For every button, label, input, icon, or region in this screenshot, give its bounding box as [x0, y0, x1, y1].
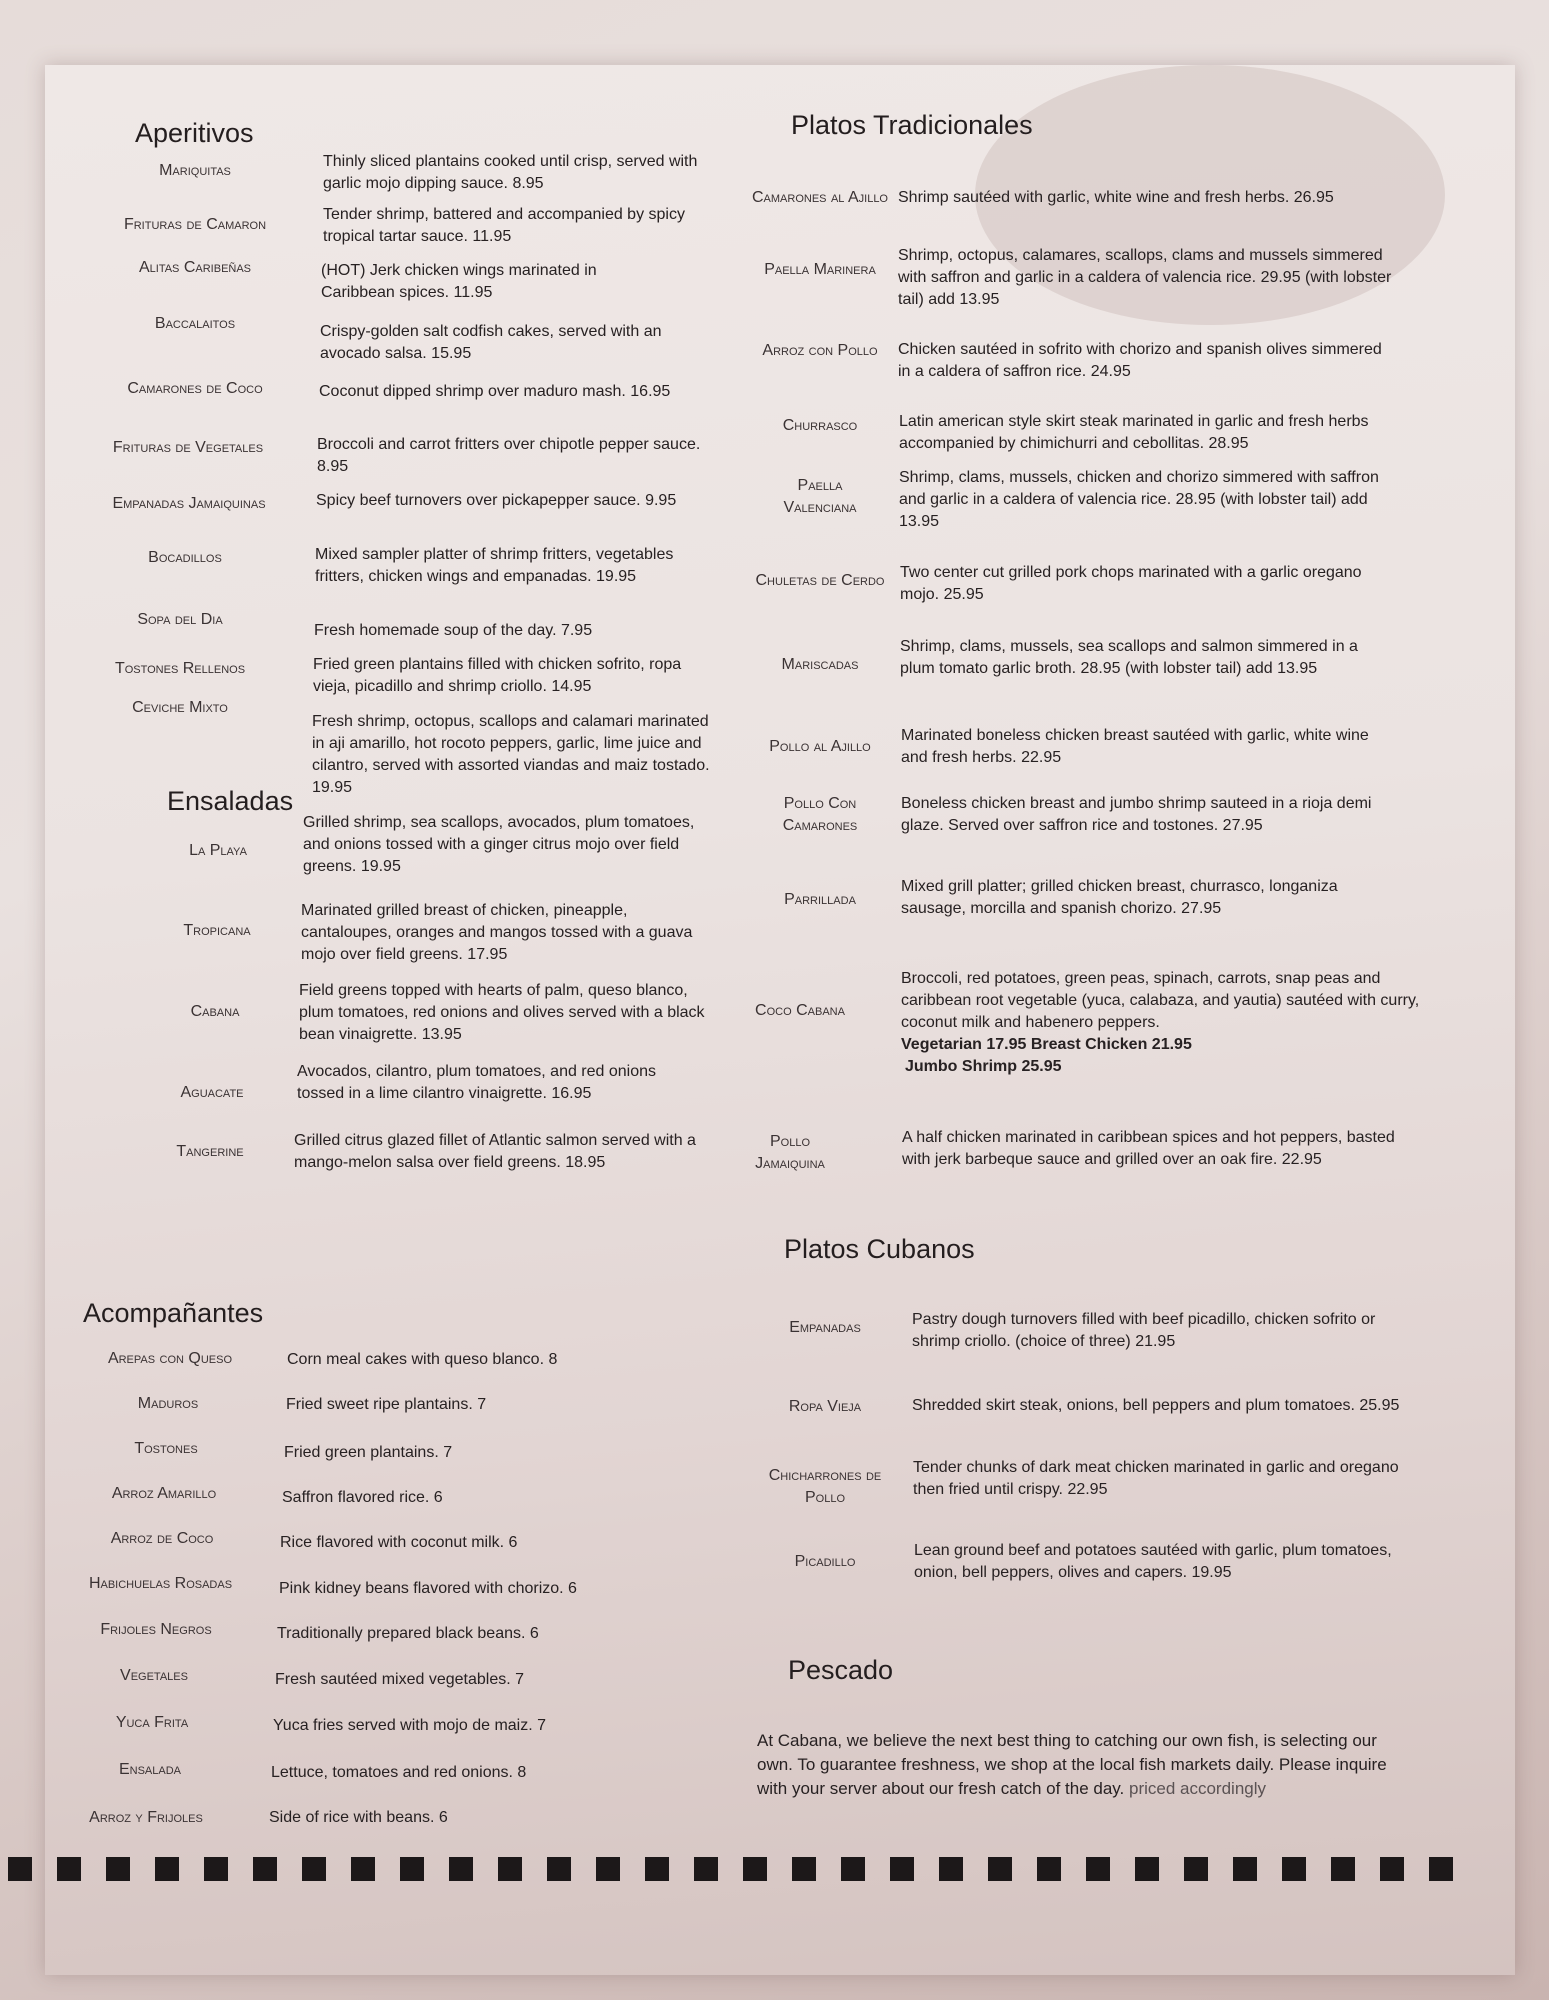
menu-item-name: Tangerine [176, 1143, 244, 1160]
ensaladas-heading: Ensaladas [167, 786, 294, 816]
menu-item-desc [901, 968, 1421, 1078]
menu-item-desc: Crispy-golden salt codfish cakes, served with an avocado salsa. 15.95 [320, 323, 662, 362]
menu-item-desc: Lean ground beef and potatoes sautéed with garlic, plum tomatoes, onion, bell peppers, olives and capers. 19.95 [914, 1542, 1392, 1581]
menu-item-name: Yuca Frita [115, 1714, 189, 1731]
menu-item-name: Picadillo [794, 1553, 856, 1570]
pescado-heading: Pescado [788, 1655, 894, 1685]
aperitivos-heading: Aperitivos [135, 118, 254, 148]
menu-item-desc: Grilled shrimp, sea scallops, avocados, plum tomatoes, and onions tossed with a ginger citrus mojo over field greens. 19.95 [303, 814, 695, 875]
menu-item-name: Paella Valenciana [783, 477, 857, 516]
menu-item-desc: Marinated boneless chicken breast sautéed with garlic, white wine and fresh herbs. 22.95 [901, 727, 1369, 766]
menu-item-name: Camarones al Ajillo [752, 189, 888, 206]
menu-item-desc: Fresh homemade soup of the day. 7.95 [314, 622, 593, 639]
menu-item-desc: Coconut dipped shrimp over maduro mash. 16.95 [319, 383, 671, 400]
menu-item-name: Arroz y Frijoles [89, 1809, 203, 1826]
menu-item-desc: Avocados, cilantro, plum tomatoes, and red onions tossed in a lime cilantro vinaigrette. 16.95 [297, 1063, 657, 1102]
menu-item-name: Habichuelas Rosadas [88, 1575, 233, 1592]
menu-item-name: Empanadas Jamaiquinas [112, 495, 266, 512]
menu-item-desc: Saffron flavored rice. 6 [282, 1489, 443, 1506]
menu-item-desc: Corn meal cakes with queso blanco. 8 [287, 1351, 558, 1368]
menu-item-desc: Spicy beef turnovers over pickapepper sauce. 9.95 [316, 492, 677, 509]
menu-item-name: Tostones Rellenos [114, 660, 246, 677]
menu-item-name: Mariscadas [781, 656, 859, 673]
menu-item-desc: Mixed grill platter; grilled chicken breast, churrasco, longaniza sausage, morcilla and spanish chorizo. 27.95 [901, 878, 1338, 917]
menu-item-desc: (HOT) Jerk chicken wings marinated in Caribbean spices. 11.95 [321, 262, 597, 301]
menu-item-name: Ceviche Mixto [132, 699, 228, 716]
menu-item-desc: Field greens topped with hearts of palm, queso blanco, plum tomatoes, red onions and olives served with a black bean vinaigrette. 13.95 [299, 982, 705, 1043]
menu-item-name: Pollo Jamaiquina [755, 1133, 825, 1172]
cubanos-heading: Platos Cubanos [784, 1234, 975, 1264]
menu-item-desc: Shrimp, octopus, calamares, scallops, clams and mussels simmered with saffron and garlic in a caldera of valencia rice. 29.95 (with lobster tail) add 13.95 [898, 247, 1392, 308]
menu-item-name: Baccalaitos [154, 315, 236, 332]
coco-cabana-shrimp-price: Jumbo Shrimp 25.95 [905, 1058, 1062, 1075]
menu-item-desc: Grilled citrus glazed fillet of Atlantic salmon served with a mango-melon salsa over field greens. 18.95 [294, 1132, 696, 1171]
menu-item-name: Parrillada [784, 891, 856, 908]
menu-item-desc: Yuca fries served with mojo de maiz. 7 [273, 1717, 547, 1734]
menu-item-name: Vegetales [120, 1667, 188, 1684]
menu-item-name: Cabana [190, 1003, 240, 1020]
menu-item-desc: Thinly sliced plantains cooked until crisp, served with garlic mojo dipping sauce. 8.95 [323, 153, 698, 192]
menu-item-desc: Latin american style skirt steak marinated in garlic and fresh herbs accompanied by chimichurri and cebollitas. 28.95 [899, 413, 1369, 452]
menu-item-name: Ensalada [118, 1761, 182, 1778]
menu-item-desc: A half chicken marinated in caribbean spices and hot peppers, basted with jerk barbeque sauce and grilled over an oak fire. 22.95 [902, 1129, 1395, 1168]
menu-item-name: Aguacate [180, 1084, 244, 1101]
menu-item-desc: Two center cut grilled pork chops marinated with a garlic oregano mojo. 25.95 [900, 564, 1362, 603]
menu-item-name: Tropicana [183, 922, 251, 939]
menu-item-desc: Lettuce, tomatoes and red onions. 8 [271, 1764, 527, 1781]
pescado-text [757, 1729, 1407, 1801]
menu-item-name: Arroz Amarillo [111, 1485, 217, 1502]
pescado-note: priced accordingly [1129, 1779, 1267, 1798]
menu-item-name: Arroz con Pollo [762, 342, 878, 359]
pescado-body: At Cabana, we believe the next best thing to catching our own fish, is selecting our own. To guarantee freshness, we shop at the local fish markets daily. Please inquire with your server about our fresh catch of the day. [757, 1731, 1387, 1798]
menu-item-desc: Pastry dough turnovers filled with beef picadillo, chicken sofrito or shrimp criollo. (choice of three) 21.95 [912, 1311, 1376, 1350]
menu-item-name: Frituras de Camaron [123, 216, 267, 233]
menu-item-name: Chicharrones de Pollo [768, 1467, 882, 1506]
menu-item-name: Frijoles Negros [100, 1621, 212, 1638]
menu-item-desc: Side of rice with beans. 6 [269, 1809, 448, 1826]
menu-item-desc: Shrimp, clams, mussels, sea scallops and salmon simmered in a plum tomato garlic broth. 28.95 (with lobster tail) add 13.95 [900, 638, 1358, 677]
menu-item-name: Paella Marinera [764, 261, 876, 278]
menu-item-desc: Fresh shrimp, octopus, scallops and calamari marinated in aji amarillo, hot rocoto peppers, garlic, lime juice and cilantro, served with assorted viandas and maiz tostado. 19.95 [312, 713, 710, 796]
menu-item-name: Maduros [137, 1395, 199, 1412]
menu-item-desc: Mixed sampler platter of shrimp fritters, vegetables fritters, chicken wings and empanadas. 19.95 [315, 546, 674, 585]
menu-item-desc: Boneless chicken breast and jumbo shrimp sauteed in a rioja demi glaze. Served over saffron rice and tostones. 27.95 [901, 795, 1372, 834]
menu-item-name: Bocadillos [148, 549, 222, 566]
menu-item-name: Sopa del Dia [137, 611, 223, 628]
menu-item-desc: Fried sweet ripe plantains. 7 [286, 1396, 487, 1413]
menu-item-desc: Pink kidney beans flavored with chorizo. 6 [279, 1580, 577, 1597]
menu-item-name: Pollo Con Camarones [782, 795, 858, 834]
tradicionales-heading: Platos Tradicionales [791, 110, 1033, 140]
menu-item-name: Empanadas [789, 1319, 861, 1336]
menu-item-desc: Marinated grilled breast of chicken, pineapple, cantaloupes, oranges and mangos tossed with a guava mojo over field greens. 17.95 [301, 902, 693, 963]
menu-item-desc: Shrimp, clams, mussels, chicken and chorizo simmered with saffron and garlic in a caldera of valencia rice. 28.95 (with lobster tail) add 13.95 [899, 469, 1379, 530]
menu-item-desc: Rice flavored with coconut milk. 6 [280, 1534, 518, 1551]
menu-item-name: Alitas Caribeñas [138, 259, 252, 276]
acompanantes-heading: Acompañantes [83, 1298, 264, 1328]
menu-item-desc: Fried green plantains filled with chicken sofrito, ropa vieja, picadillo and shrimp criollo. 14.95 [313, 656, 682, 695]
menu-item-name: Frituras de Vegetales [112, 439, 264, 456]
menu-item-desc: Chicken sautéed in sofrito with chorizo and spanish olives simmered in a caldera of saffron rice. 24.95 [898, 341, 1382, 380]
menu-item-name: Ropa Vieja [788, 1398, 862, 1415]
menu-item-desc: Tender chunks of dark meat chicken marinated in garlic and oregano then fried until crispy. 22.95 [913, 1459, 1399, 1498]
menu-item-name: Camarones de Coco [127, 380, 263, 397]
menu-item-name: Chuletas de Cerdo [755, 572, 885, 589]
coco-cabana-prices: Vegetarian 17.95 Breast Chicken 21.95 [901, 1036, 1192, 1053]
menu-item-desc: Shredded skirt steak, onions, bell peppers and plum tomatoes. 25.95 [912, 1397, 1400, 1414]
menu-item-desc: Fried green plantains. 7 [284, 1444, 453, 1461]
decorative-border [8, 1857, 1478, 1885]
menu-item-name: Churrasco [782, 417, 858, 434]
menu-item-desc: Fresh sautéed mixed vegetables. 7 [275, 1671, 525, 1688]
menu-item-name: Mariquitas [159, 162, 231, 179]
menu-item-name: Pollo al Ajillo [769, 738, 871, 755]
menu-item-name: Coco Cabana [755, 1002, 845, 1019]
menu-item-name: Arroz de Coco [110, 1530, 214, 1547]
menu-item-desc: Broccoli and carrot fritters over chipotle pepper sauce. 8.95 [317, 436, 701, 475]
coco-cabana-text: Broccoli, red potatoes, green peas, spinach, carrots, snap peas and caribbean root vegetable (yuca, calabaza, and yautia) sautéed with curry, coconut milk and habenero peppers. [901, 970, 1420, 1031]
menu-item-name: La Playa [189, 842, 247, 859]
menu-item-desc: Traditionally prepared black beans. 6 [277, 1625, 539, 1642]
menu-item-name: Tostones [134, 1440, 198, 1457]
menu-item-desc: Tender shrimp, battered and accompanied by spicy tropical tartar sauce. 11.95 [323, 206, 685, 245]
menu-item-name: Arepas con Queso [107, 1350, 233, 1367]
menu-item-desc: Shrimp sautéed with garlic, white wine and fresh herbs. 26.95 [898, 189, 1334, 206]
